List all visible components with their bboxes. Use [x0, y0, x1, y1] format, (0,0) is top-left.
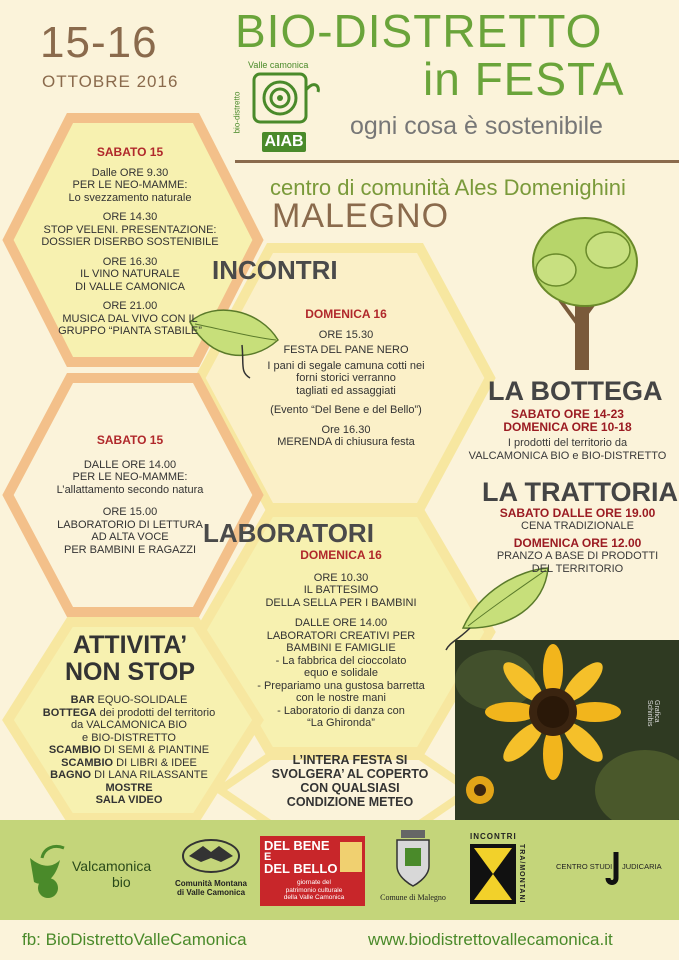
text-line: I prodotti del territorio da	[507, 437, 628, 449]
trattoria-hours-saturday: SABATO DALLE ORE 19.00	[499, 506, 656, 520]
logo-text: di Valle Camonica	[176, 888, 246, 897]
facebook-link[interactable]: fb: BioDistrettoValleCamonica	[22, 930, 247, 949]
list-item: SCAMBIO DI SEMI & PIANTINE	[48, 744, 210, 756]
section-heading-laboratori: LABORATORI	[203, 518, 374, 548]
text-line: IL VINO NATURALE	[80, 268, 180, 280]
sunflower-icon	[455, 640, 679, 820]
logo-text: TRA/MONTANI	[518, 844, 525, 904]
tree-illustration	[533, 218, 637, 370]
section-heading-nonstop	[55, 632, 205, 686]
bottega-info	[460, 408, 675, 463]
list-item: MOSTRE	[105, 781, 153, 794]
logo-text: E	[264, 851, 272, 863]
text-line: LABORATORIO DI LETTURA	[57, 518, 203, 531]
text-line: CON QUALSIASI	[300, 781, 400, 795]
text-line: CONDIZIONE METEO	[286, 795, 414, 809]
incontri-sabato	[30, 146, 230, 338]
text-line: L’allattamento secondo natura	[56, 483, 204, 496]
logo-subtext: giornate del patrimonio culturale della Valle Camonica	[283, 879, 345, 901]
event-month-year: OTTOBRE 2016	[42, 72, 179, 91]
list-item: BAR EQUO-SOLIDALE	[70, 694, 188, 706]
incontri-tra-montani-logo	[470, 832, 545, 912]
logo-text: CENTRO STUDI	[556, 862, 613, 871]
trattoria-hours-sunday: DOMENICA ORE 12.00	[513, 536, 642, 550]
day-label: DOMENICA 16	[300, 548, 382, 562]
list-item: SALA VIDEO	[95, 794, 163, 806]
del-bene-del-bello-logo	[260, 836, 365, 906]
heading-line: NON STOP	[64, 658, 196, 686]
day-label: SABATO 15	[96, 433, 164, 447]
text-line: forni storici verranno	[296, 372, 396, 384]
text-line: - La fabbrica del cioccolato	[275, 654, 407, 667]
text-line: BAMBINI E FAMIGLIE	[286, 642, 396, 654]
text-line: ORE 21.00	[102, 300, 158, 312]
text-line: PRANZO A BASE DI PRODOTTI	[496, 550, 659, 562]
spiral-icon	[252, 72, 322, 132]
laboratori-sabato	[30, 434, 230, 556]
text-line: L’INTERA FESTA SI	[292, 753, 408, 767]
leaf-person-icon	[22, 838, 78, 902]
venue-name: centro di comunità Ales Domenighini	[270, 175, 626, 200]
event-title-line1: BIO-DISTRETTO	[235, 5, 603, 57]
logo-text: DEL BENE	[264, 838, 330, 853]
trattoria-info	[480, 507, 675, 576]
text-line: PER LE NEO-MAMME:	[72, 471, 188, 483]
list-item: SCAMBIO DI LIBRI & IDEE	[61, 756, 197, 769]
incontri-domenica	[246, 308, 446, 449]
bottega-hours-sunday: DOMENICA ORE 10-18	[503, 420, 632, 434]
comunita-montana-logo	[172, 836, 250, 906]
list-item: da VALCAMONICA BIO	[71, 719, 187, 731]
text-line: DI VALLE CAMONICA	[75, 280, 185, 293]
logo-top-text: Valle camonica	[248, 60, 309, 70]
logo-text: Valcamonica	[72, 858, 152, 874]
text-line: STOP VELENI. PRESENTAZIONE:	[43, 223, 217, 236]
text-line: IL BATTESIMO	[303, 584, 379, 596]
event-title-line2: in FESTA	[423, 53, 625, 105]
text-line: Lo svezzamento naturale	[68, 191, 192, 204]
list-item: BAGNO DI LANA RILASSANTE	[50, 769, 208, 781]
text-line: tagliati ed assaggiati	[296, 384, 396, 397]
text-line: (Evento “Del Bene e del Bello”)	[270, 404, 422, 416]
logo-text: Comune di Malegno	[380, 893, 446, 902]
text-line: con le nostre mani	[296, 692, 386, 704]
logo-side-text: bio-distretto	[232, 91, 242, 134]
logo-text: bio	[112, 874, 131, 890]
text-line: DOSSIER DISERBO SOSTENIBILE	[41, 236, 219, 248]
text-line: DALLE ORE 14.00	[83, 458, 177, 471]
aiab-badge: AIAB	[262, 132, 306, 152]
website-link[interactable]: www.biodistrettovallecamonica.it	[368, 930, 613, 949]
logo-text: INCONTRI	[470, 832, 517, 841]
comune-malegno-logo	[380, 830, 446, 910]
j-letter-icon	[604, 850, 622, 888]
valcamonica-bio-logo	[22, 838, 167, 902]
text-line: ORE 15.00	[102, 506, 158, 518]
text-line: Ore 16.30	[321, 423, 371, 436]
text-line: LABORATORI CREATIVI PER	[266, 629, 416, 642]
photo-credit: Grafica Schiribis	[646, 700, 660, 727]
text-line: I pani di segale camuna cotti nei	[267, 359, 425, 372]
hourglass-icon	[470, 844, 516, 904]
text-line: DELLA SELLA PER I BAMBINI	[265, 596, 417, 609]
text-line: PER LE NEO-MAMME:	[72, 179, 188, 191]
text-line: CENA TRADIZIONALE	[521, 520, 634, 532]
building-icon	[340, 842, 362, 872]
list-item: BOTTEGA dei prodotti del territorio	[42, 706, 216, 719]
text-line: FESTA DEL PANE NERO	[283, 344, 409, 356]
event-subtitle: ogni cosa è sostenibile	[350, 112, 603, 140]
text-line: ORE 15.30	[318, 328, 374, 341]
text-line: “La Ghironda”	[307, 717, 375, 729]
section-heading-incontri: INCONTRI	[212, 255, 338, 285]
laboratori-domenica	[236, 549, 446, 730]
logo-text: Comunità Montana	[175, 879, 247, 888]
section-heading-trattoria: LA TRATTORIA	[482, 477, 678, 507]
logo-text: JUDICARIA	[622, 862, 662, 871]
heading-line: ATTIVITA’	[72, 631, 188, 659]
text-line: ORE 10.30	[313, 571, 369, 584]
text-line: DALLE ORE 14.00	[294, 617, 388, 629]
event-dates: 15-16	[40, 18, 158, 67]
text-line: - Prepariamo una gustosa barretta	[257, 679, 425, 692]
sunflower-photo	[455, 640, 679, 820]
text-line: DEL TERRITORIO	[531, 563, 624, 575]
day-label: DOMENICA 16	[305, 307, 387, 321]
text-line: Dalle ORE 9.30	[91, 166, 169, 179]
day-label: SABATO 15	[96, 145, 164, 159]
text-line: PER BAMBINI E RAGAZZI	[63, 543, 197, 556]
coat-of-arms-icon	[393, 830, 433, 888]
weather-notice	[260, 753, 440, 809]
nonstop-list	[14, 694, 244, 807]
text-line: AD ALTA VOCE	[91, 531, 169, 543]
eagle-crest-icon	[181, 836, 241, 874]
text-line: SVOLGERA’ AL COPERTO	[271, 767, 429, 781]
aiab-logo	[232, 60, 338, 160]
logo-text: DEL BELLO	[264, 861, 338, 876]
text-line: - Laboratorio di danza con	[277, 704, 405, 717]
section-heading-bottega: LA BOTTEGA	[488, 376, 663, 406]
text-line: MERENDA di chiusura festa	[277, 436, 415, 448]
list-item: e BIO-DISTRETTO	[82, 731, 176, 744]
text-line: equo e solidale	[303, 667, 378, 679]
bottega-hours-saturday: SABATO ORE 14-23	[511, 407, 624, 421]
text-line: MUSICA DAL VIVO CON IL	[62, 312, 198, 325]
text-line: ORE 14.30	[102, 211, 158, 223]
centro-studi-judicaria-logo	[556, 850, 666, 890]
text-line: ORE 16.30	[102, 255, 158, 268]
text-line: GRUPPO “PIANTA STABILE”	[58, 325, 202, 337]
text-line: VALCAMONICA BIO e BIO-DISTRETTO	[468, 450, 667, 462]
header-divider	[235, 160, 679, 163]
venue-town: MALEGNO	[272, 197, 450, 235]
